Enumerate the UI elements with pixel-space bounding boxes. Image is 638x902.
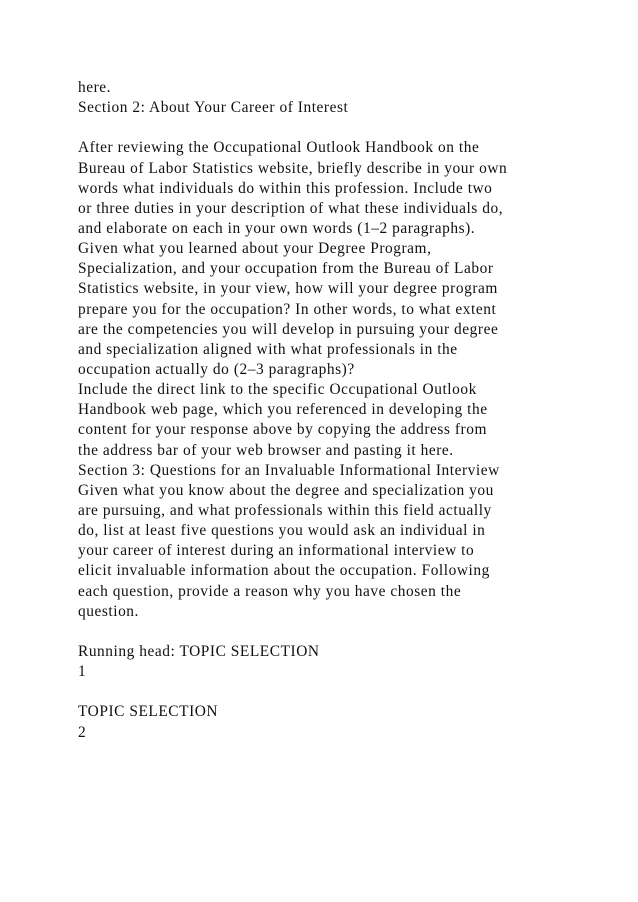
text-line: here. <box>78 79 112 96</box>
text-line: Bureau of Labor Statistics website, briefly describe in your own <box>78 159 508 177</box>
text-line: are the competencies you will develop in pursuing your degree <box>78 320 499 338</box>
blank-line <box>78 622 618 642</box>
header-title: TOPIC SELECTION <box>78 703 219 721</box>
text-line: the address bar of your web browser and pasting it here. <box>78 441 454 459</box>
text-line: each question, provide a reason why you have chosen the <box>78 582 462 600</box>
page-number: 1 <box>78 663 87 681</box>
text-line: or three duties in your description of what these individuals do, <box>78 199 504 217</box>
text-line: Handbook web page, which you referenced in developing the <box>78 401 488 419</box>
text-line: prepare you for the occupation? In other words, to what extent <box>78 300 497 318</box>
page-number: 2 <box>78 723 87 741</box>
document-page <box>78 78 618 743</box>
text-line: occupation actually do (2–3 paragraphs)? <box>78 360 355 378</box>
text-line: words what individuals do within this profession. Include two <box>78 179 493 197</box>
text-line: Include the direct link to the specific Occupational Outlook <box>78 381 477 399</box>
section-2-heading: Section 2: About Your Career of Interest <box>78 99 349 117</box>
text-line: Specialization, and your occupation from the Bureau of Labor <box>78 260 494 278</box>
text-line: and specialization aligned with what professionals in the <box>78 340 458 358</box>
text-line: Statistics website, in your view, how will your degree program <box>78 280 498 298</box>
text-line: your career of interest during an informational interview to <box>78 542 475 560</box>
text-line: elicit invaluable information about the occupation. Following <box>78 562 490 580</box>
text-line: are pursuing, and what professionals within this field actually <box>78 501 492 519</box>
text-line: content for your response above by copying the address from <box>78 421 487 439</box>
text-line: Given what you know about the degree and specialization you <box>78 481 494 499</box>
text-line: question. <box>78 602 139 620</box>
text-line: and elaborate on each in your own words (1–2 paragraphs). <box>78 219 476 237</box>
section-3-heading: Section 3: Questions for an Invaluable Informational Interview <box>78 461 500 479</box>
text-line: After reviewing the Occupational Outlook Handbook on the <box>78 139 480 157</box>
running-head: Running head: TOPIC SELECTION <box>78 642 320 660</box>
text-line: do, list at least five questions you would ask an individual in <box>78 522 486 540</box>
text-line: Given what you learned about your Degree Program, <box>78 240 432 258</box>
blank-line <box>78 682 618 702</box>
blank-line <box>78 118 618 138</box>
